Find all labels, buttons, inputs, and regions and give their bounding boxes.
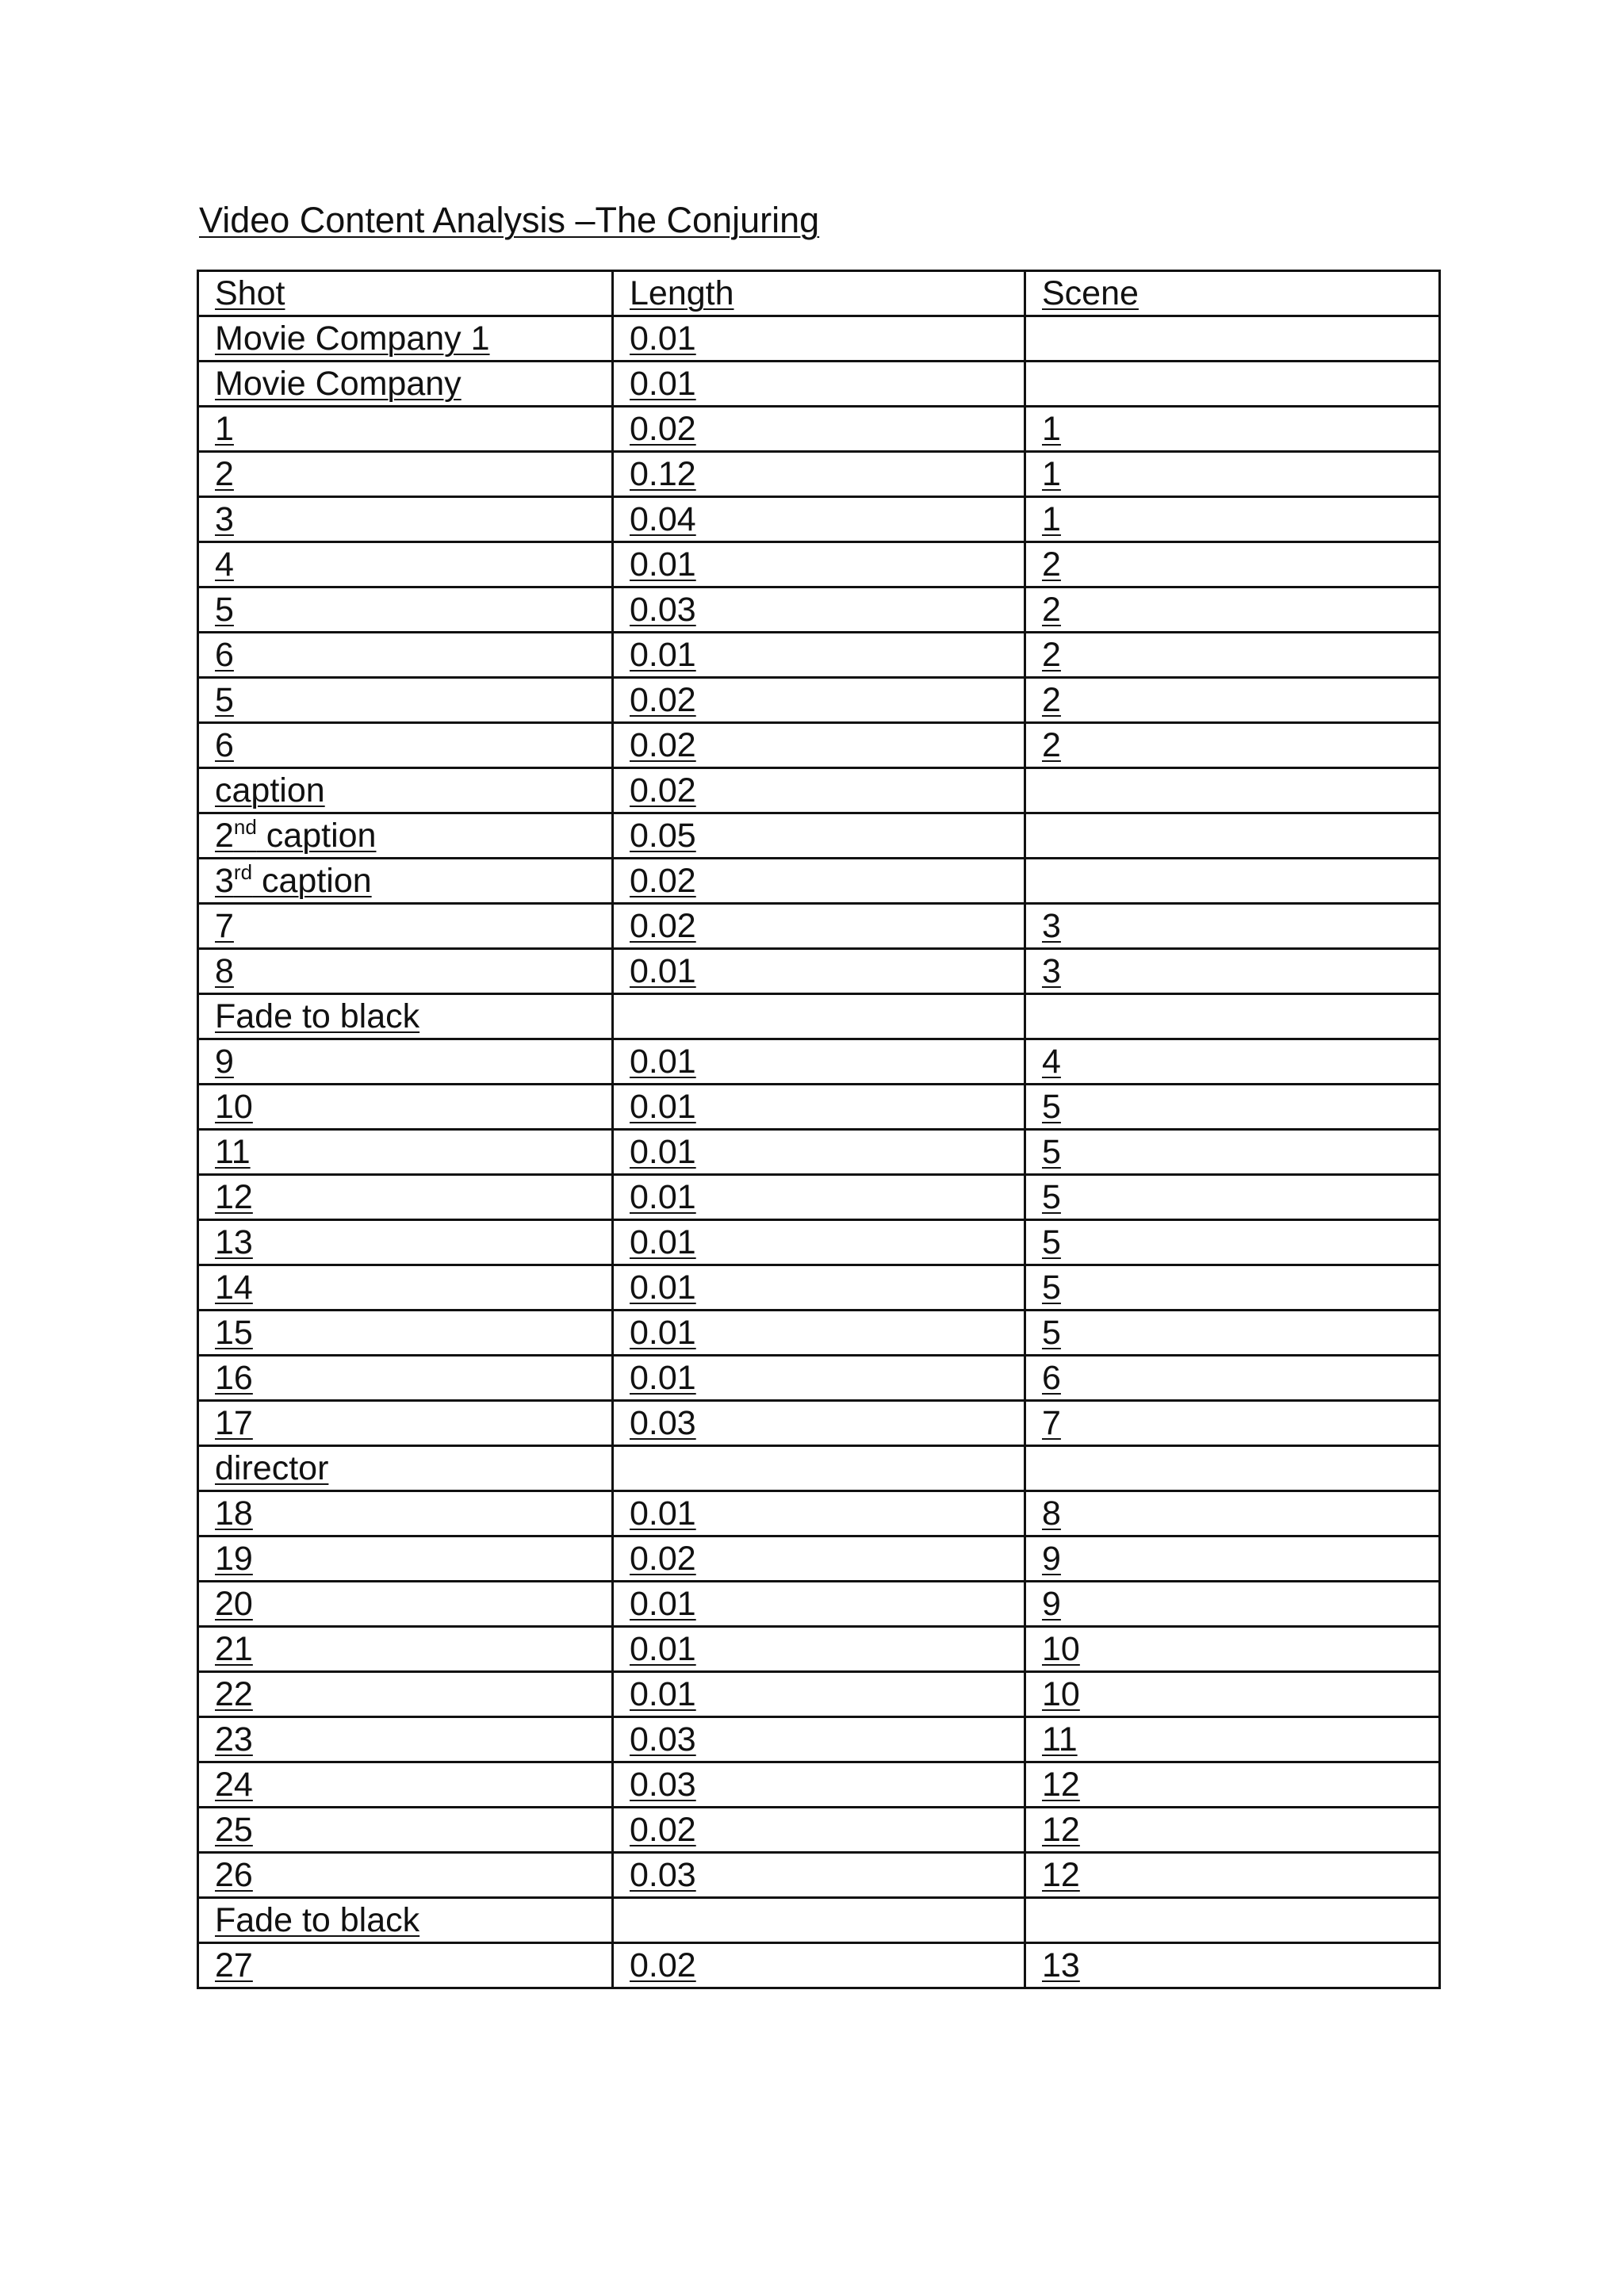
cell-shot-text	[215, 1359, 253, 1397]
table-row	[198, 316, 1440, 362]
cell-length-value: 0.01	[630, 1359, 696, 1397]
cell-length-value: 0.01	[630, 1223, 696, 1261]
cell-shot	[198, 1898, 613, 1943]
cell-length-value: 0.01	[630, 545, 696, 584]
cell-shot	[198, 678, 613, 723]
cell-shot-value: 14	[215, 1269, 253, 1307]
cell-length-value: 0.01	[630, 1133, 696, 1171]
cell-shot	[198, 1943, 613, 1988]
column-header-shot	[198, 271, 613, 316]
cell-scene-value: 10	[1042, 1630, 1080, 1668]
cell-scene-value: 7	[1042, 1404, 1061, 1442]
cell-scene	[1025, 1853, 1440, 1898]
cell-length-value: 0.02	[630, 1811, 696, 1849]
cell-scene-value: 1	[1042, 500, 1061, 538]
cell-shot	[198, 452, 613, 497]
table-row	[198, 1446, 1440, 1491]
cell-shot	[198, 768, 613, 813]
table-row	[198, 1898, 1440, 1943]
cell-length-value: 0.02	[630, 1946, 696, 1984]
cell-scene-value: 5	[1042, 1178, 1061, 1216]
cell-length-value: 0.01	[630, 1088, 696, 1126]
table-row	[198, 678, 1440, 723]
cell-shot-text	[215, 1133, 251, 1171]
cell-scene	[1025, 678, 1440, 723]
cell-shot-text	[215, 997, 419, 1035]
cell-shot-text	[215, 1720, 253, 1758]
cell-shot-text	[215, 1269, 253, 1307]
cell-scene	[1025, 452, 1440, 497]
cell-shot	[198, 904, 613, 949]
cell-shot-value: Fade to black	[215, 1901, 420, 1939]
cell-length-value: 0.04	[630, 500, 696, 538]
cell-scene-value: 2	[1042, 726, 1061, 764]
cell-scene	[1025, 1311, 1440, 1356]
cell-scene	[1025, 1220, 1440, 1265]
cell-scene	[1025, 1130, 1440, 1175]
cell-shot-value: 15	[215, 1314, 253, 1352]
cell-shot-text	[215, 1088, 253, 1126]
shot-analysis-table	[197, 270, 1441, 1989]
cell-shot-text	[215, 1901, 419, 1939]
cell-length-value: 0.03	[630, 1856, 696, 1894]
cell-scene	[1025, 1265, 1440, 1311]
table-row	[198, 904, 1440, 949]
cell-shot-text	[215, 1675, 253, 1713]
table-row	[198, 1943, 1440, 1988]
cell-shot-value: 11	[215, 1133, 251, 1171]
cell-scene-value: 12	[1042, 1856, 1080, 1894]
table-row	[198, 587, 1440, 633]
cell-length-value: 0.02	[630, 410, 696, 448]
table-row	[198, 1853, 1440, 1898]
cell-shot-text	[215, 1811, 253, 1849]
table-row	[198, 813, 1440, 859]
cell-length-value: 0.02	[630, 1540, 696, 1578]
cell-scene-value: 11	[1042, 1720, 1078, 1758]
cell-shot	[198, 1401, 613, 1446]
cell-length	[613, 407, 1025, 452]
cell-length	[613, 316, 1025, 362]
table-row	[198, 1491, 1440, 1536]
table-row	[198, 1627, 1440, 1672]
cell-shot-value: 6	[215, 726, 234, 764]
table-header-row	[198, 271, 1440, 316]
cell-shot-value: 24	[215, 1766, 253, 1804]
cell-length-value: 0.01	[630, 1178, 696, 1216]
cell-shot	[198, 1220, 613, 1265]
cell-length	[613, 1536, 1025, 1582]
cell-scene	[1025, 994, 1440, 1039]
cell-scene-value: 9	[1042, 1585, 1061, 1623]
cell-shot	[198, 633, 613, 678]
cell-length	[613, 452, 1025, 497]
cell-shot-text	[215, 1494, 253, 1533]
cell-shot-value: 6	[215, 636, 234, 674]
cell-length-value: 0.02	[630, 726, 696, 764]
cell-shot	[198, 587, 613, 633]
cell-length	[613, 1265, 1025, 1311]
cell-scene-value: 2	[1042, 681, 1061, 719]
cell-shot-value: Movie Company 1	[215, 320, 490, 358]
cell-length	[613, 1130, 1025, 1175]
table-row	[198, 1356, 1440, 1401]
cell-length-value: 0.01	[630, 1675, 696, 1713]
cell-scene	[1025, 813, 1440, 859]
cell-shot-value: 3	[215, 500, 234, 538]
cell-shot-text	[215, 952, 234, 990]
cell-scene-value: 5	[1042, 1269, 1061, 1307]
cell-shot-suffix: caption	[252, 862, 372, 900]
cell-shot-value: 17	[215, 1404, 253, 1442]
cell-scene	[1025, 1401, 1440, 1446]
table-row	[198, 497, 1440, 542]
cell-shot-text	[215, 1540, 253, 1578]
cell-shot-text	[215, 1043, 234, 1081]
cell-shot	[198, 542, 613, 587]
cell-shot	[198, 1085, 613, 1130]
cell-shot-value: 9	[215, 1043, 234, 1081]
cell-length-value: 0.01	[630, 952, 696, 990]
cell-length	[613, 723, 1025, 768]
cell-shot-text	[215, 726, 234, 764]
cell-shot-text	[215, 1223, 253, 1261]
cell-length-value: 0.01	[630, 365, 696, 403]
table-row	[198, 949, 1440, 994]
cell-shot-text	[215, 1449, 328, 1487]
cell-scene	[1025, 407, 1440, 452]
column-header-label: Scene	[1042, 274, 1139, 312]
cell-shot-text	[215, 771, 325, 809]
cell-length-value: 0.02	[630, 907, 696, 945]
cell-shot-value: 1	[215, 410, 234, 448]
cell-length	[613, 1762, 1025, 1808]
column-header-label: Length	[630, 274, 734, 312]
cell-shot	[198, 949, 613, 994]
table-row	[198, 1762, 1440, 1808]
cell-shot-value: 16	[215, 1359, 253, 1397]
cell-shot-text	[215, 1766, 253, 1804]
cell-shot	[198, 994, 613, 1039]
column-header-label: Shot	[215, 274, 285, 312]
cell-scene-value: 2	[1042, 591, 1061, 629]
table-row	[198, 1085, 1440, 1130]
cell-shot-text	[215, 545, 234, 584]
cell-length	[613, 904, 1025, 949]
cell-scene-value: 10	[1042, 1675, 1080, 1713]
cell-shot	[198, 497, 613, 542]
table-row	[198, 1039, 1440, 1085]
cell-scene-value: 9	[1042, 1540, 1061, 1578]
cell-scene	[1025, 904, 1440, 949]
cell-shot-text	[215, 907, 234, 945]
cell-length-value: 0.12	[630, 455, 696, 493]
cell-length	[613, 949, 1025, 994]
cell-shot	[198, 1039, 613, 1085]
cell-shot-text	[215, 1314, 253, 1352]
cell-length	[613, 859, 1025, 904]
table-row	[198, 1175, 1440, 1220]
cell-length	[613, 1582, 1025, 1627]
cell-shot-value: 20	[215, 1585, 253, 1623]
cell-length	[613, 1446, 1025, 1491]
cell-scene	[1025, 1898, 1440, 1943]
table-row	[198, 362, 1440, 407]
cell-shot	[198, 316, 613, 362]
cell-length	[613, 768, 1025, 813]
table-row	[198, 994, 1440, 1039]
cell-scene	[1025, 542, 1440, 587]
cell-scene	[1025, 1808, 1440, 1853]
cell-length	[613, 994, 1025, 1039]
ordinal-suffix: rd	[233, 860, 253, 884]
table-row	[198, 542, 1440, 587]
cell-shot-value: director	[215, 1449, 329, 1487]
cell-scene-value: 6	[1042, 1359, 1061, 1397]
cell-length-value: 0.01	[630, 636, 696, 674]
cell-length	[613, 1220, 1025, 1265]
cell-shot-value: 8	[215, 952, 234, 990]
cell-scene	[1025, 1582, 1440, 1627]
cell-shot-text	[215, 1585, 253, 1623]
table-row	[198, 1808, 1440, 1853]
cell-shot	[198, 407, 613, 452]
cell-shot-text	[215, 636, 234, 674]
ordinal-suffix: nd	[233, 815, 257, 839]
cell-length	[613, 587, 1025, 633]
cell-length	[613, 1085, 1025, 1130]
cell-length-value: 0.01	[630, 320, 696, 358]
cell-shot	[198, 1853, 613, 1898]
cell-scene	[1025, 859, 1440, 904]
cell-length	[613, 362, 1025, 407]
page-title: Video Content Analysis –The Conjuring	[199, 200, 820, 240]
cell-shot-text	[215, 1404, 253, 1442]
table-row	[198, 1265, 1440, 1311]
cell-scene-value: 2	[1042, 545, 1061, 584]
cell-shot	[198, 1175, 613, 1220]
cell-length-value: 0.02	[630, 771, 696, 809]
table-row	[198, 1582, 1440, 1627]
cell-length	[613, 542, 1025, 587]
cell-scene-value: 3	[1042, 952, 1061, 990]
cell-shot-text	[215, 500, 234, 538]
cell-length-value: 0.01	[630, 1043, 696, 1081]
cell-shot-value: Fade to black	[215, 997, 420, 1035]
cell-scene-value: 8	[1042, 1494, 1061, 1533]
cell-length	[613, 1356, 1025, 1401]
cell-scene-value: 4	[1042, 1043, 1061, 1081]
table-row	[198, 1220, 1440, 1265]
cell-shot	[198, 1356, 613, 1401]
table-row	[198, 859, 1440, 904]
cell-shot-text	[215, 681, 234, 719]
cell-scene	[1025, 1491, 1440, 1536]
cell-scene	[1025, 1536, 1440, 1582]
column-header-scene	[1025, 271, 1440, 316]
cell-shot-text	[215, 320, 490, 358]
table-row	[198, 452, 1440, 497]
cell-shot	[198, 1717, 613, 1762]
table-row	[198, 1536, 1440, 1582]
cell-scene	[1025, 587, 1440, 633]
cell-length	[613, 497, 1025, 542]
cell-shot	[198, 1582, 613, 1627]
cell-shot	[198, 1311, 613, 1356]
cell-shot-value: 5	[215, 681, 234, 719]
cell-scene-value: 2	[1042, 636, 1061, 674]
cell-shot-value: 7	[215, 907, 234, 945]
cell-shot-value: 23	[215, 1720, 253, 1758]
cell-scene	[1025, 1627, 1440, 1672]
cell-scene-value: 5	[1042, 1088, 1061, 1126]
cell-shot-text	[215, 1946, 253, 1984]
cell-length	[613, 1175, 1025, 1220]
table-body	[198, 271, 1440, 1988]
cell-scene	[1025, 1356, 1440, 1401]
cell-scene-value: 5	[1042, 1133, 1061, 1171]
cell-shot-value: caption	[215, 771, 325, 809]
cell-shot	[198, 1446, 613, 1491]
cell-shot-suffix: caption	[256, 817, 377, 855]
cell-shot-text	[215, 1856, 253, 1894]
cell-scene	[1025, 1672, 1440, 1717]
table-row	[198, 1130, 1440, 1175]
cell-shot-text	[215, 862, 372, 900]
cell-shot-value: 2	[215, 455, 234, 493]
cell-scene	[1025, 1446, 1440, 1491]
cell-length	[613, 1311, 1025, 1356]
cell-length-value: 0.01	[630, 1585, 696, 1623]
cell-scene	[1025, 316, 1440, 362]
cell-scene-value: 3	[1042, 907, 1061, 945]
cell-shot-text	[215, 410, 234, 448]
table-row	[198, 1672, 1440, 1717]
cell-scene	[1025, 497, 1440, 542]
cell-shot	[198, 1672, 613, 1717]
cell-scene	[1025, 768, 1440, 813]
cell-shot-value: 18	[215, 1494, 253, 1533]
cell-shot-value: 12	[215, 1178, 253, 1216]
table-row	[198, 723, 1440, 768]
cell-length-value: 0.01	[630, 1269, 696, 1307]
cell-length-value: 0.02	[630, 862, 696, 900]
cell-scene-value: 5	[1042, 1223, 1061, 1261]
cell-length-value: 0.05	[630, 817, 696, 855]
cell-scene	[1025, 1175, 1440, 1220]
cell-shot-text	[215, 365, 462, 403]
cell-scene-value: 12	[1042, 1811, 1080, 1849]
cell-length-value: 0.03	[630, 1766, 696, 1804]
cell-length-value: 0.03	[630, 1720, 696, 1758]
cell-shot-value: 5	[215, 591, 234, 629]
cell-shot-value: 27	[215, 1946, 253, 1984]
cell-length	[613, 1717, 1025, 1762]
cell-scene	[1025, 949, 1440, 994]
cell-scene	[1025, 723, 1440, 768]
cell-shot	[198, 723, 613, 768]
cell-length-value: 0.01	[630, 1630, 696, 1668]
cell-shot	[198, 362, 613, 407]
cell-shot-text	[215, 455, 234, 493]
cell-length	[613, 1627, 1025, 1672]
table-row	[198, 633, 1440, 678]
cell-length-value: 0.03	[630, 1404, 696, 1442]
table-row	[198, 407, 1440, 452]
cell-shot-value: 21	[215, 1630, 253, 1668]
cell-shot-value: 3	[215, 862, 234, 900]
cell-length	[613, 678, 1025, 723]
cell-shot	[198, 1130, 613, 1175]
cell-shot	[198, 1491, 613, 1536]
cell-length	[613, 1898, 1025, 1943]
cell-shot-text	[215, 1178, 253, 1216]
cell-shot-text	[215, 817, 376, 855]
cell-shot	[198, 1265, 613, 1311]
table-row	[198, 1717, 1440, 1762]
cell-shot-value: 4	[215, 545, 234, 584]
cell-scene-value: 12	[1042, 1766, 1080, 1804]
cell-shot-value: 19	[215, 1540, 253, 1578]
cell-scene	[1025, 1039, 1440, 1085]
cell-shot-text	[215, 591, 234, 629]
cell-shot	[198, 1627, 613, 1672]
cell-length	[613, 1808, 1025, 1853]
cell-scene-value: 1	[1042, 455, 1061, 493]
cell-shot-value: 13	[215, 1223, 253, 1261]
cell-scene	[1025, 1762, 1440, 1808]
cell-shot-value: Movie Company	[215, 365, 462, 403]
column-header-length	[613, 271, 1025, 316]
cell-scene-value: 13	[1042, 1946, 1080, 1984]
cell-shot-value: 25	[215, 1811, 253, 1849]
cell-shot	[198, 1808, 613, 1853]
cell-scene-value: 1	[1042, 410, 1061, 448]
cell-length-value: 0.01	[630, 1314, 696, 1352]
cell-scene-value: 5	[1042, 1314, 1061, 1352]
cell-length	[613, 1039, 1025, 1085]
cell-shot-value: 26	[215, 1856, 253, 1894]
cell-scene	[1025, 1943, 1440, 1988]
cell-shot	[198, 1762, 613, 1808]
table-row	[198, 1401, 1440, 1446]
cell-length	[613, 1401, 1025, 1446]
cell-length	[613, 1491, 1025, 1536]
cell-length	[613, 1853, 1025, 1898]
cell-length-value: 0.03	[630, 591, 696, 629]
cell-shot	[198, 1536, 613, 1582]
table-row	[198, 1311, 1440, 1356]
cell-length-value: 0.01	[630, 1494, 696, 1533]
cell-shot-value: 2	[215, 817, 234, 855]
cell-length-value: 0.02	[630, 681, 696, 719]
cell-scene	[1025, 362, 1440, 407]
cell-shot	[198, 859, 613, 904]
cell-shot-value: 10	[215, 1088, 253, 1126]
table-row	[198, 768, 1440, 813]
cell-length	[613, 1943, 1025, 1988]
cell-shot	[198, 813, 613, 859]
cell-length	[613, 1672, 1025, 1717]
cell-scene	[1025, 633, 1440, 678]
cell-shot-text	[215, 1630, 253, 1668]
cell-scene	[1025, 1717, 1440, 1762]
cell-length	[613, 633, 1025, 678]
cell-scene	[1025, 1085, 1440, 1130]
cell-shot-value: 22	[215, 1675, 253, 1713]
cell-length	[613, 813, 1025, 859]
